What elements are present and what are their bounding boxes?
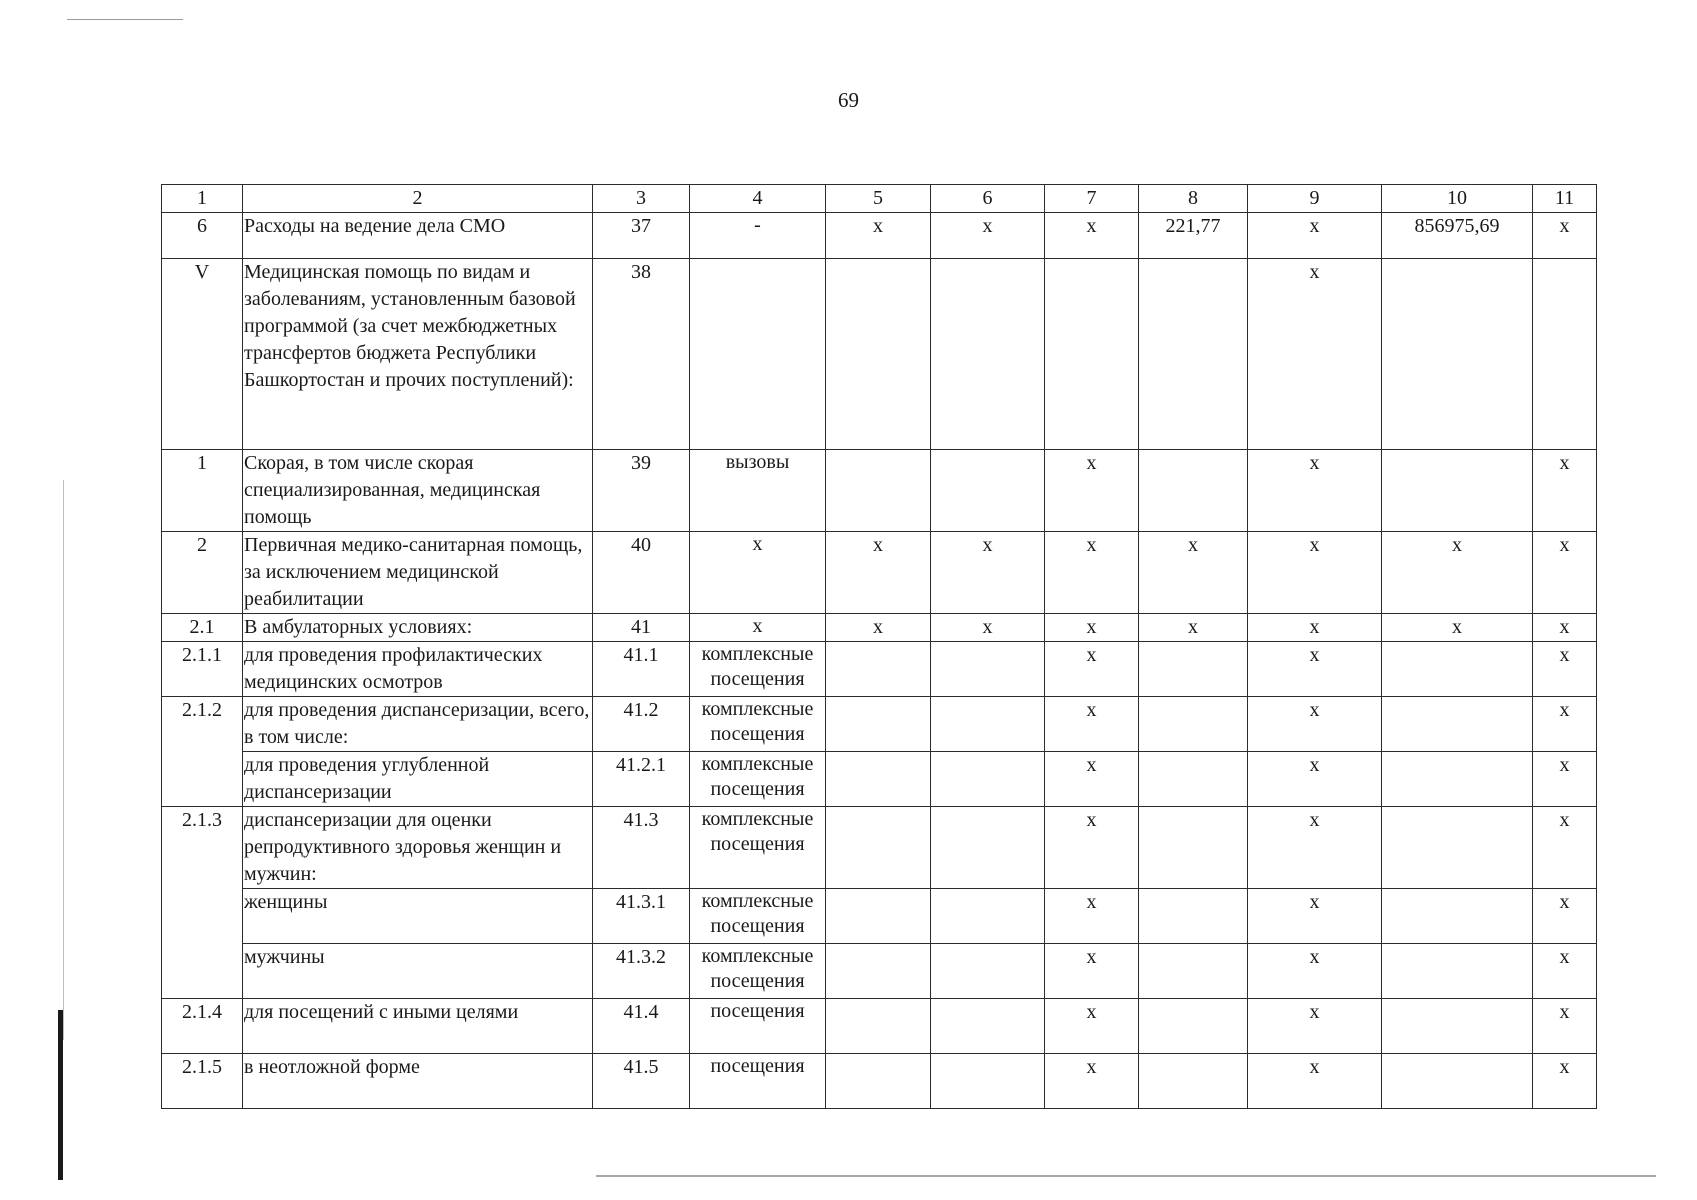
row-number-cell: 6 xyxy=(162,213,243,259)
value-cell xyxy=(826,807,931,889)
value-cell xyxy=(1382,889,1533,944)
value-cell: x xyxy=(1045,752,1139,807)
value-cell: x xyxy=(1045,1054,1139,1109)
value-cell: x xyxy=(1533,450,1597,532)
value-cell: x xyxy=(1139,614,1248,642)
value-cell xyxy=(931,999,1045,1054)
value-cell: x xyxy=(826,213,931,259)
value-cell xyxy=(1533,259,1597,450)
row-name-cell: В амбулаторных условиях: xyxy=(243,614,593,642)
table-row xyxy=(162,213,1597,259)
value-cell: x xyxy=(1533,642,1597,697)
row-number-cell: 2.1 xyxy=(162,614,243,642)
value-cell xyxy=(1382,1054,1533,1109)
unit-cell xyxy=(690,259,826,450)
header-cell: 8 xyxy=(1139,185,1248,213)
value-cell: x xyxy=(1533,807,1597,889)
value-cell xyxy=(826,944,931,999)
value-cell: x xyxy=(1248,999,1382,1054)
row-name-cell: диспансеризации для оценки репродуктивного здоровья женщин и мужчин: xyxy=(243,807,593,889)
value-cell xyxy=(931,1054,1045,1109)
line-code-cell: 41.3.2 xyxy=(593,944,690,999)
unit-cell: вызовы xyxy=(690,450,826,532)
value-cell xyxy=(1382,697,1533,752)
line-code-cell: 39 xyxy=(593,450,690,532)
value-cell: x xyxy=(1248,944,1382,999)
line-code-cell: 41.4 xyxy=(593,999,690,1054)
value-cell: x xyxy=(1248,450,1382,532)
header-cell: 2 xyxy=(243,185,593,213)
value-cell: x xyxy=(1045,213,1139,259)
row-name-cell: Медицинская помощь по видам и заболеваниям, установленным базовой программой (за счет межбюджетных трансфертов бюджета Республики Башкортостан и прочих поступлений): xyxy=(243,259,593,450)
value-cell xyxy=(1139,752,1248,807)
unit-cell: x xyxy=(690,614,826,642)
row-name-cell: для проведения углубленной диспансеризации xyxy=(243,752,593,807)
value-cell: x xyxy=(1533,999,1597,1054)
line-code-cell: 40 xyxy=(593,532,690,614)
table-row xyxy=(162,807,1597,889)
value-cell xyxy=(826,999,931,1054)
value-cell: x xyxy=(1248,752,1382,807)
value-cell: x xyxy=(1533,614,1597,642)
row-number-cell: 1 xyxy=(162,450,243,532)
value-cell xyxy=(826,642,931,697)
value-cell: x xyxy=(1382,532,1533,614)
row-number-cell: 2.1.1 xyxy=(162,642,243,697)
value-cell xyxy=(826,889,931,944)
value-cell xyxy=(1139,697,1248,752)
value-cell: x xyxy=(1248,807,1382,889)
row-name-cell: для проведения диспансеризации, всего, в том числе: xyxy=(243,697,593,752)
row-name-cell: Расходы на ведение дела СМО xyxy=(243,213,593,259)
table-row xyxy=(162,697,1597,752)
scan-artifact-top xyxy=(67,19,183,20)
value-cell xyxy=(931,807,1045,889)
header-cell: 5 xyxy=(826,185,931,213)
table-row xyxy=(162,944,1597,999)
table-row xyxy=(162,642,1597,697)
table-header-row xyxy=(162,185,1597,213)
header-cell: 10 xyxy=(1382,185,1533,213)
table-row xyxy=(162,999,1597,1054)
value-cell xyxy=(1139,642,1248,697)
value-cell xyxy=(826,450,931,532)
row-name-cell: для проведения профилактических медицинских осмотров xyxy=(243,642,593,697)
header-cell: 9 xyxy=(1248,185,1382,213)
line-code-cell: 41.5 xyxy=(593,1054,690,1109)
value-cell xyxy=(1045,259,1139,450)
header-cell: 1 xyxy=(162,185,243,213)
line-code-cell: 41.3.1 xyxy=(593,889,690,944)
unit-cell: комплексные посещения xyxy=(690,697,826,752)
line-code-cell: 41.3 xyxy=(593,807,690,889)
value-cell xyxy=(1382,807,1533,889)
unit-cell: комплексные посещения xyxy=(690,944,826,999)
unit-cell: - xyxy=(690,213,826,259)
value-cell: x xyxy=(1533,1054,1597,1109)
value-cell: x xyxy=(1533,944,1597,999)
unit-cell: посещения xyxy=(690,1054,826,1109)
row-name-cell: Первичная медико-санитарная помощь, за исключением медицинской реабилитации xyxy=(243,532,593,614)
value-cell: x xyxy=(1045,697,1139,752)
header-cell: 6 xyxy=(931,185,1045,213)
value-cell xyxy=(931,450,1045,532)
row-name-cell: женщины xyxy=(243,889,593,944)
value-cell xyxy=(931,752,1045,807)
value-cell xyxy=(1139,807,1248,889)
value-cell: x xyxy=(1248,213,1382,259)
value-cell: x xyxy=(1533,697,1597,752)
unit-cell: комплексные посещения xyxy=(690,889,826,944)
value-cell xyxy=(1382,999,1533,1054)
row-name-cell: Скорая, в том числе скорая специализированная, медицинская помощь xyxy=(243,450,593,532)
value-cell: x xyxy=(1248,642,1382,697)
value-cell: x xyxy=(1248,889,1382,944)
table-row xyxy=(162,889,1597,944)
value-cell: x xyxy=(931,532,1045,614)
page-number: 69 xyxy=(838,88,859,112)
value-cell: x xyxy=(1045,450,1139,532)
value-cell: x xyxy=(1533,889,1597,944)
row-number-cell: 2.1.2 xyxy=(162,697,243,807)
table-row xyxy=(162,259,1597,450)
value-cell xyxy=(1139,450,1248,532)
header-cell: 7 xyxy=(1045,185,1139,213)
row-number-cell: V xyxy=(162,259,243,450)
value-cell xyxy=(931,259,1045,450)
unit-cell: x xyxy=(690,532,826,614)
unit-cell: комплексные посещения xyxy=(690,807,826,889)
value-cell: x xyxy=(1248,532,1382,614)
value-cell: x xyxy=(1533,213,1597,259)
data-table xyxy=(161,184,1597,1109)
value-cell: x xyxy=(1045,642,1139,697)
header-cell: 3 xyxy=(593,185,690,213)
value-cell: x xyxy=(826,532,931,614)
value-cell: x xyxy=(1533,532,1597,614)
value-cell: x xyxy=(1533,752,1597,807)
value-cell xyxy=(1382,944,1533,999)
value-cell: x xyxy=(1045,614,1139,642)
value-cell xyxy=(1139,1054,1248,1109)
line-code-cell: 41.1 xyxy=(593,642,690,697)
row-name-cell: в неотложной форме xyxy=(243,1054,593,1109)
value-cell xyxy=(931,642,1045,697)
value-cell xyxy=(1139,889,1248,944)
value-cell: x xyxy=(1248,614,1382,642)
line-code-cell: 41.2 xyxy=(593,697,690,752)
row-name-cell: для посещений с иными целями xyxy=(243,999,593,1054)
value-cell xyxy=(1139,944,1248,999)
row-number-cell: 2.1.4 xyxy=(162,999,243,1054)
value-cell: x xyxy=(1045,944,1139,999)
row-number-cell: 2 xyxy=(162,532,243,614)
value-cell xyxy=(931,944,1045,999)
row-number-cell: 2.1.3 xyxy=(162,807,243,999)
row-name-cell: мужчины xyxy=(243,944,593,999)
unit-cell: комплексные посещения xyxy=(690,642,826,697)
value-cell xyxy=(1382,450,1533,532)
value-cell: 221,77 xyxy=(1139,213,1248,259)
value-cell: x xyxy=(1248,1054,1382,1109)
value-cell: x xyxy=(931,213,1045,259)
value-cell: x xyxy=(1045,807,1139,889)
value-cell xyxy=(1382,642,1533,697)
value-cell xyxy=(826,259,931,450)
value-cell: x xyxy=(1248,259,1382,450)
value-cell: x xyxy=(1045,889,1139,944)
value-cell: x xyxy=(1045,999,1139,1054)
scan-artifact-left-bar xyxy=(58,1010,63,1180)
value-cell xyxy=(826,1054,931,1109)
header-cell: 11 xyxy=(1533,185,1597,213)
table-row xyxy=(162,532,1597,614)
table-row xyxy=(162,450,1597,532)
value-cell: 856975,69 xyxy=(1382,213,1533,259)
value-cell: x xyxy=(1382,614,1533,642)
value-cell: x xyxy=(1248,697,1382,752)
unit-cell: посещения xyxy=(690,999,826,1054)
line-code-cell: 41 xyxy=(593,614,690,642)
value-cell xyxy=(1139,259,1248,450)
line-code-cell: 41.2.1 xyxy=(593,752,690,807)
table-row xyxy=(162,614,1597,642)
value-cell: x xyxy=(1139,532,1248,614)
table-row xyxy=(162,752,1597,807)
value-cell xyxy=(826,697,931,752)
line-code-cell: 37 xyxy=(593,213,690,259)
value-cell xyxy=(931,889,1045,944)
value-cell xyxy=(931,697,1045,752)
value-cell xyxy=(1382,259,1533,450)
header-cell: 4 xyxy=(690,185,826,213)
value-cell xyxy=(1382,752,1533,807)
table-row xyxy=(162,1054,1597,1109)
value-cell: x xyxy=(826,614,931,642)
value-cell: x xyxy=(931,614,1045,642)
value-cell xyxy=(826,752,931,807)
value-cell: x xyxy=(1045,532,1139,614)
line-code-cell: 38 xyxy=(593,259,690,450)
row-number-cell: 2.1.5 xyxy=(162,1054,243,1109)
unit-cell: комплексные посещения xyxy=(690,752,826,807)
scan-artifact-bottom-line xyxy=(596,1175,1656,1177)
value-cell xyxy=(1139,999,1248,1054)
scan-artifact-left-line xyxy=(63,480,64,1040)
